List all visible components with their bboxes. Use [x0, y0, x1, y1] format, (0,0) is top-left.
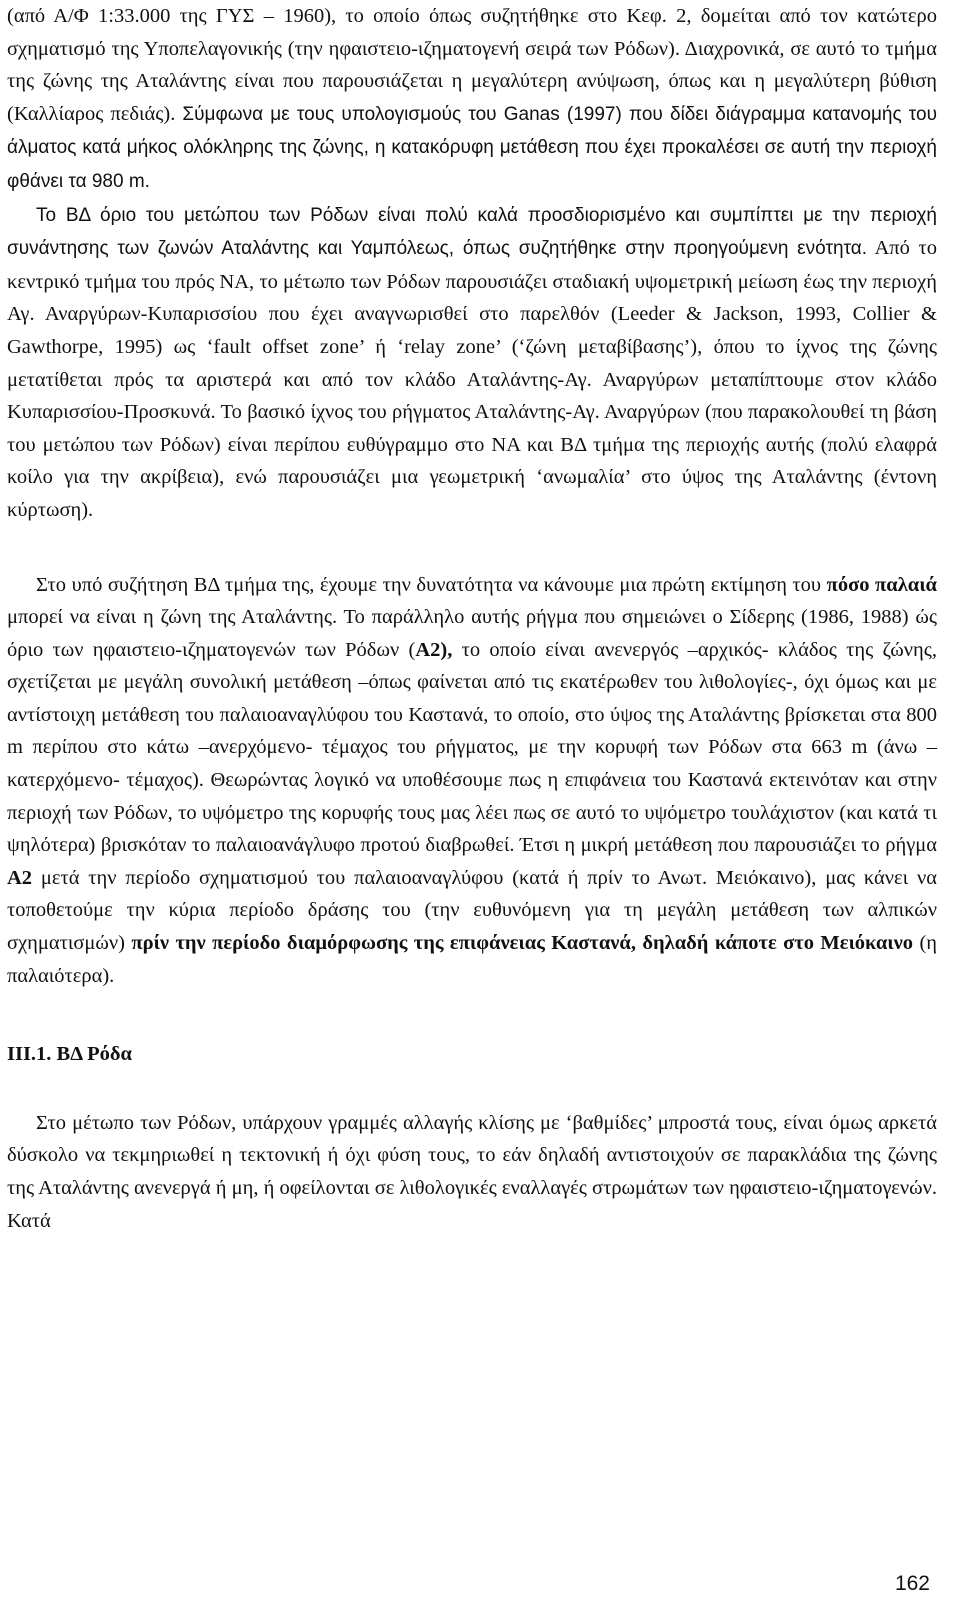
- paragraph-2-part-b: Από το κεντρικό τμήμα του πρός ΝΑ, το μέτωπο των Ρόδων παρουσιάζει σταδιακή υψομετρική μείωση έως την περιοχή Αγ. Αναργύρων-Κυπαρισσίου που έχει αναγνωρισθεί στο παρελθόν (Leeder & Jackson, 1993, Collier & Gawthorpe, 1995) ως ‘fault offset zone’ ή ‘relay zone’ (‘ζώνη μεταβίβασης’), όπου το ίχνος της ζώνης μετατίθεται πρός τα αριστερά και από τον κλάδο Αταλάντης-Αγ. Αναργύρων μεταπίπτουμε στον κλάδο Κυπαρισσίου-Προσκυνά. Το βασικό ίχνος του ρήγματος Αταλάντης-Αγ. Αναργύρων (που παρακολουθεί τη βάση του μετώπου των Ρόδων) είναι περίπου ευθύγραμμο στο ΝΑ και ΒΔ τμήμα της περιοχής αυτής (πολύ ελαφρά κοίλο για την ακρίβεια), ενώ παρουσιάζει μια γεωμετρική ‘ανωμαλία’ στο ύψος της Αταλάντης (έντονη κύρτωση).: [7, 237, 937, 521]
- paragraph-1: [7, 0, 937, 199]
- paragraph-3-part-g: μετά την περίοδο σχηματισμού του παλαιοαναγλύφου (κατά ή πρίν το Ανωτ. Μειόκαινο), μας κάνει να τοποθετούμε την κύρια περίοδο δράσης του (την ευθυνόμενη για τη μεγάλη μετάθεση των αλπικών σχηματισμών): [7, 866, 937, 955]
- paragraph-2-part-a: Το ΒΔ όριο του μετώπου των Ρόδων είναι πολύ καλά προσδιορισμένο και συμπίπτει με την περιοχή συνάντησης των ζωνών Αταλάντης και Υαμπόλεως, όπως συζητήθηκε στην προηγούμενη ενότητα.: [7, 204, 937, 260]
- paragraph-3: [7, 569, 937, 993]
- paragraph-4: Στο μέτωπο των Ρόδων, υπάρχουν γραμμές αλλαγής κλίσης με ‘βαθμίδες’ μπροστά τους, είναι όμως αρκετά δύσκολο να τεκμηριωθεί η τεκτονική ή όχι φύση τους, το εάν δηλαδή αντιστοιχούν σε παρακλάδια της ζώνης της Αταλάντης ανενεργά ή μη, ή οφείλονται σε λιθολογικές εναλλαγές στρωμάτων των ηφαιστειο-ιζηματογενών. Κατά: [7, 1111, 937, 1232]
- paragraph-1-part-a: (από Α/Φ 1:33.000 της ΓΥΣ – 1960), το οποίο όπως συζητήθηκε στο Κεφ. 2, δομείται από τον κατώτερο σχηματισμό της Υποπελαγονικής (την ηφαιστειο-ιζηματογενή σειρά των Ρόδων). Διαχρονικά, σε αυτό το τμήμα της ζώνης της Αταλάντης είναι που παρουσιάζεται η μεγαλύτερη ανύψωση, όπως και η μεγαλύτερη βύθιση (Καλλίαρος πεδιάς).: [7, 5, 937, 125]
- paragraph-3-part-c: μπορεί να είναι η ζώνη της Αταλάντης. Το παράλληλο αυτής ρήγμα που σημειώνει ο Σίδερης (1986, 1988) ώς όριο των ηφαιστειο-ιζηματογενών των Ρόδων (: [7, 606, 937, 661]
- paragraph-2: [7, 199, 937, 527]
- paragraph-3-bold-conclusion: πρίν την περίοδο διαμόρφωσης της επιφάνειας Καστανά, δηλαδή κάποτε στο Μειόκαινο: [131, 932, 914, 955]
- page-number: 162: [894, 1572, 930, 1595]
- paragraph-3-bold-a2: Α2),: [415, 638, 453, 661]
- paragraph-3-bold-a2-second: Α2: [7, 866, 33, 889]
- paragraph-3-part-e: το οποίο είναι ανενεργός –αρχικός- κλάδος της ζώνης, σχετίζεται με μεγάλη συνολική μετάθεση –όπως φαίνεται από τις εκατέρωθεν του λιθολογίες-, όχι όμως και με αντίστοιχη μετάθεση του παλαιοαναγλύφου του Καστανά, το οποίο, στο ύψος της Αταλάντης βρίσκεται στα 800 m περίπου στο κάτω –ανερχόμενο- τέμαχος του ρήγματος, με την κορυφή των Ρόδων στα 663 m (άνω –κατερχόμενο- τέμαχος). Θεωρώντας λογικό να υποθέσουμε πως η επιφάνεια του Καστανά εκτεινόταν και στην περιοχή των Ρόδων, το υψόμετρο της κορυφής τους μας λέει πως σε αυτό το υψόμετρο τουλάχιστον (και κατά τι ψηλότερα) βρισκόταν το παλαιοανάγλυφο προτού διαβρωθεί. Έτσι η μικρή μετάθεση που παρουσιάζει το ρήγμα: [7, 638, 938, 857]
- paragraph-3-bold-how-old: πόσο παλαιά: [826, 573, 937, 596]
- section-heading: ΙΙΙ.1. ΒΔ Ρόδα: [7, 1043, 132, 1066]
- paragraph-3-part-a: Στο υπό συζήτηση ΒΔ τμήμα της, έχουμε την δυνατότητα να κάνουμε μια πρώτη εκτίμηση του: [36, 573, 827, 596]
- document-page: [7, 0, 937, 1237]
- paragraph-3-part-i: (η παλαιότερα).: [7, 932, 937, 987]
- paragraph-1-part-b: Σύμφωνα με τους υπολογισμούς του Ganas (1997) που δίδει διάγραμμα κατανομής του άλματος κατά μήκος ολόκληρης της ζώνης, η κατακόρυφη μετάθεση που έχει προκαλέσει σε αυτή την περιοχή φθάνει τα 980 m.: [7, 103, 937, 192]
